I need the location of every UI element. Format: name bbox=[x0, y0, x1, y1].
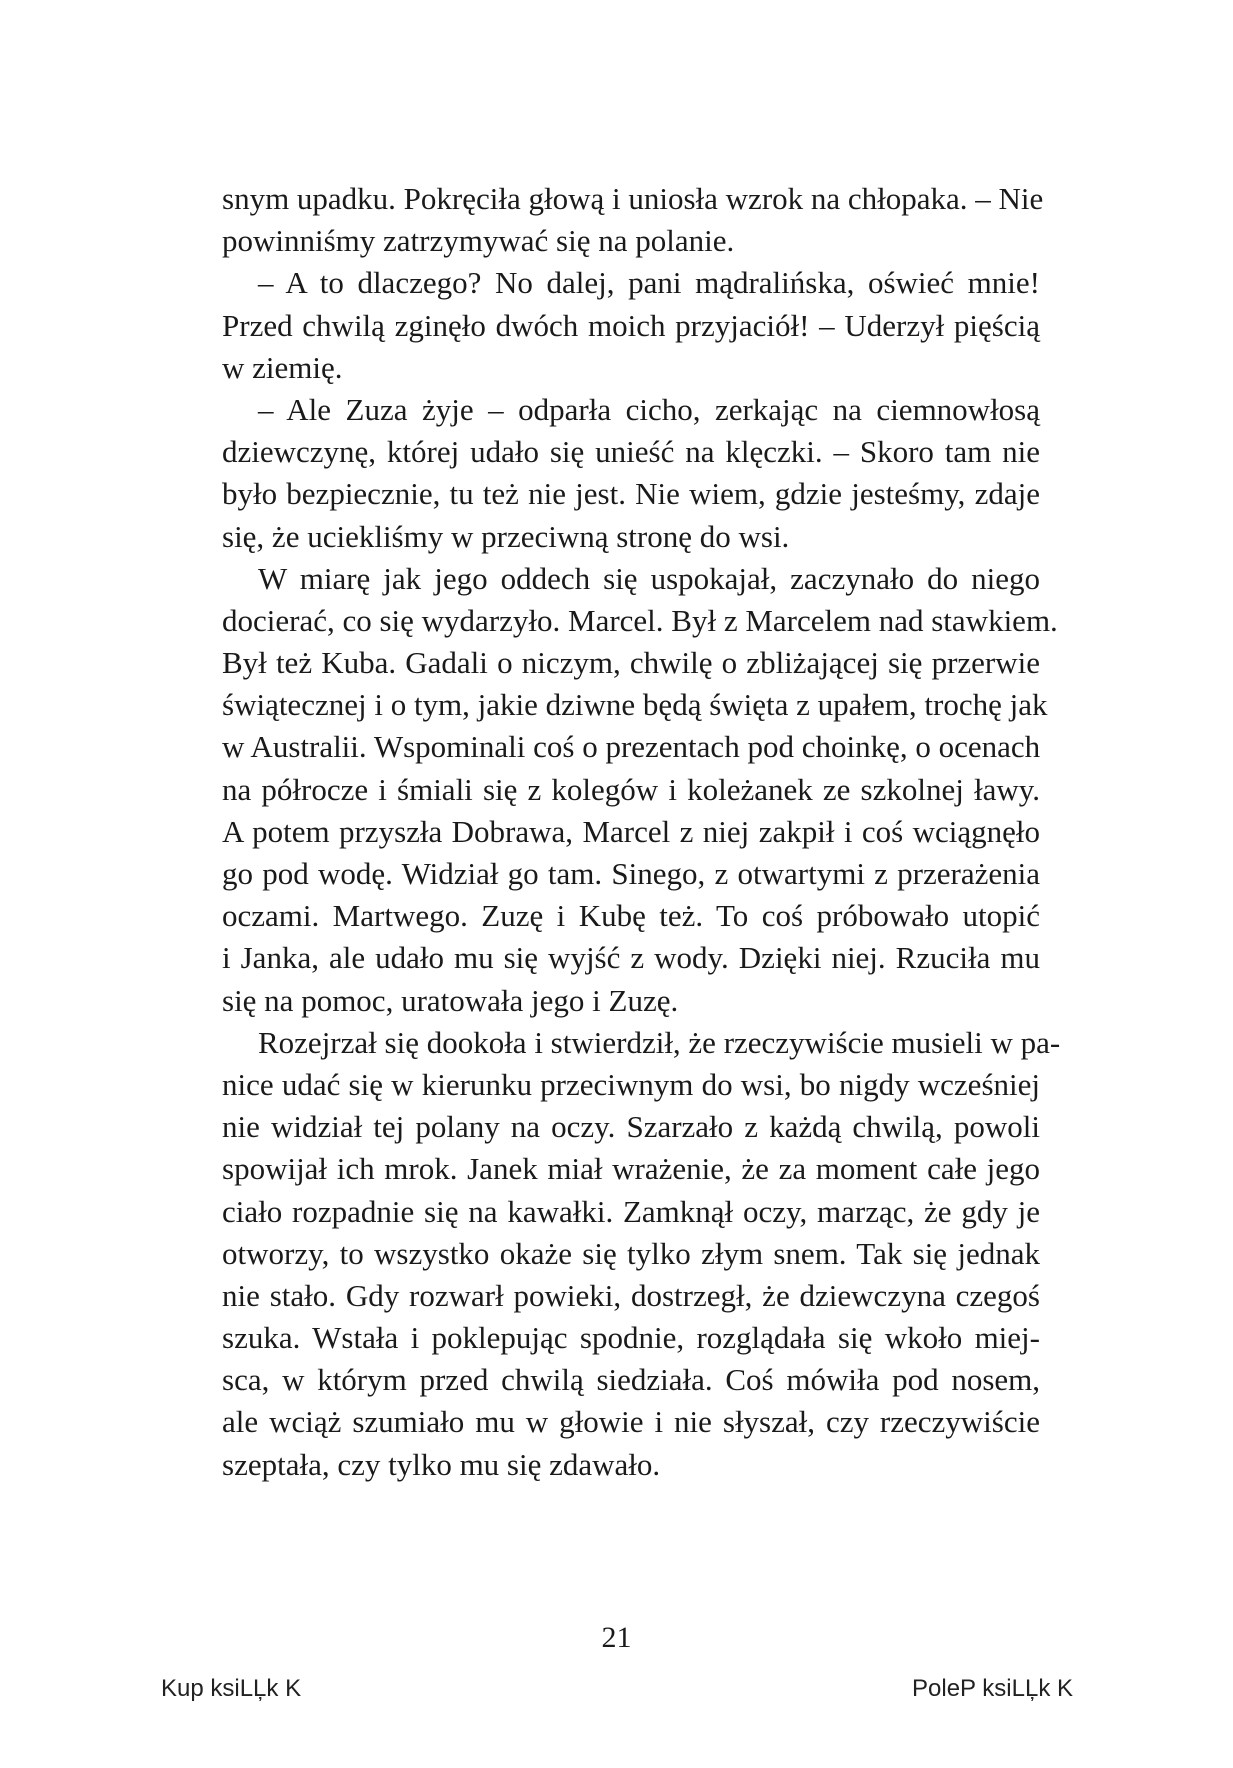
footer-recommend-book-link[interactable]: PoleP ksiLĻk K bbox=[912, 1675, 1073, 1702]
text-line: Rozejrzał się dookoła i stwierdził, że rzeczywiście musieli w pa- bbox=[258, 1024, 1061, 1060]
text-line: szuka. Wstała i poklepując spodnie, rozglądała się wkoło miej- bbox=[222, 1320, 1040, 1356]
text-line: nice udać się w kierunku przeciwnym do wsi, bo nigdy wcześniej bbox=[222, 1066, 1040, 1102]
text-line: Przed chwilą zginęło dwóch moich przyjaciół! – Uderzył pięścią bbox=[222, 307, 1040, 343]
text-line: nie widział tej polany na oczy. Szarzało z każdą chwilą, powoli bbox=[222, 1109, 1040, 1145]
text-line: w ziemię. bbox=[222, 349, 343, 385]
text-line: spowijał ich mrok. Janek miał wrażenie, że za moment całe jego bbox=[222, 1151, 1040, 1187]
text-line: W miarę jak jego oddech się uspokajał, zaczynało do niego bbox=[258, 560, 1040, 596]
text-line: go pod wodę. Widział go tam. Sinego, z otwartymi z przerażenia bbox=[222, 856, 1040, 891]
text-line: – Ale Zuza żyje – odparła cicho, zerkając na ciemnowłosą bbox=[258, 391, 1040, 427]
text-line: Był też Kuba. Gadali o niczym, chwilę o zbliżającej się przerwie bbox=[222, 645, 1040, 681]
text-line: sca, w którym przed chwilą siedziała. Coś mówiła pod nosem, bbox=[222, 1362, 1040, 1398]
text-line: otworzy, to wszystko okaże się tylko złym snem. Tak się jednak bbox=[222, 1235, 1040, 1271]
footer-buy-book-link[interactable]: Kup ksiLĻk K bbox=[161, 1675, 302, 1702]
text-line: A potem przyszła Dobrawa, Marcel z niej zakpił i coś wciągnęło bbox=[222, 813, 1040, 849]
text-line: – A to dlaczego? No dalej, pani mądralińska, oświeć mnie! bbox=[258, 265, 1040, 301]
text-line: i Janka, ale udało mu się wyjść z wody. Dzięki niej. Rzuciła mu bbox=[222, 940, 1040, 976]
text-line: świątecznej i o tym, jakie dziwne będą święta z upałem, trochę jak bbox=[222, 687, 1048, 723]
text-line: się, że uciekliśmy w przeciwną stronę do wsi. bbox=[222, 518, 790, 554]
text-line: ciało rozpadnie się na kawałki. Zamknął oczy, marząc, że gdy je bbox=[222, 1193, 1040, 1229]
text-line: w Australii. Wspominali coś o prezentach pod choinkę, o ocenach bbox=[222, 729, 1041, 765]
text-line: dziewczynę, której udało się unieść na klęczki. – Skoro tam nie bbox=[222, 434, 1040, 470]
text-line: oczami. Martwego. Zuzę i Kubę też. To coś próbowało utopić bbox=[222, 898, 1040, 934]
text-line: snym upadku. Pokręciła głową i uniosła wzrok na chłopaka. – Nie bbox=[222, 181, 1044, 216]
text-line: powinniśmy zatrzymywać się na polanie. bbox=[222, 223, 735, 259]
text-line: szeptała, czy tylko mu się zdawało. bbox=[222, 1446, 661, 1482]
text-line: było bezpiecznie, tu też nie jest. Nie wiem, gdzie jesteśmy, zdaje bbox=[222, 476, 1040, 512]
text-line: się na pomoc, uratowała jego i Zuzę. bbox=[222, 982, 679, 1018]
body-text bbox=[222, 178, 1061, 1486]
text-line: na półrocze i śmiali się z kolegów i koleżanek ze szkolnej ławy. bbox=[222, 771, 1040, 807]
text-line: ale wciąż szumiało mu w głowie i nie słyszał, czy rzeczywiście bbox=[222, 1404, 1040, 1440]
text-line: docierać, co się wydarzyło. Marcel. Był z Marcelem nad stawkiem. bbox=[222, 602, 1058, 638]
page-number: 21 bbox=[601, 1621, 632, 1654]
text-line: nie stało. Gdy rozwarł powieki, dostrzegł, że dziewczyna czegoś bbox=[222, 1277, 1040, 1313]
